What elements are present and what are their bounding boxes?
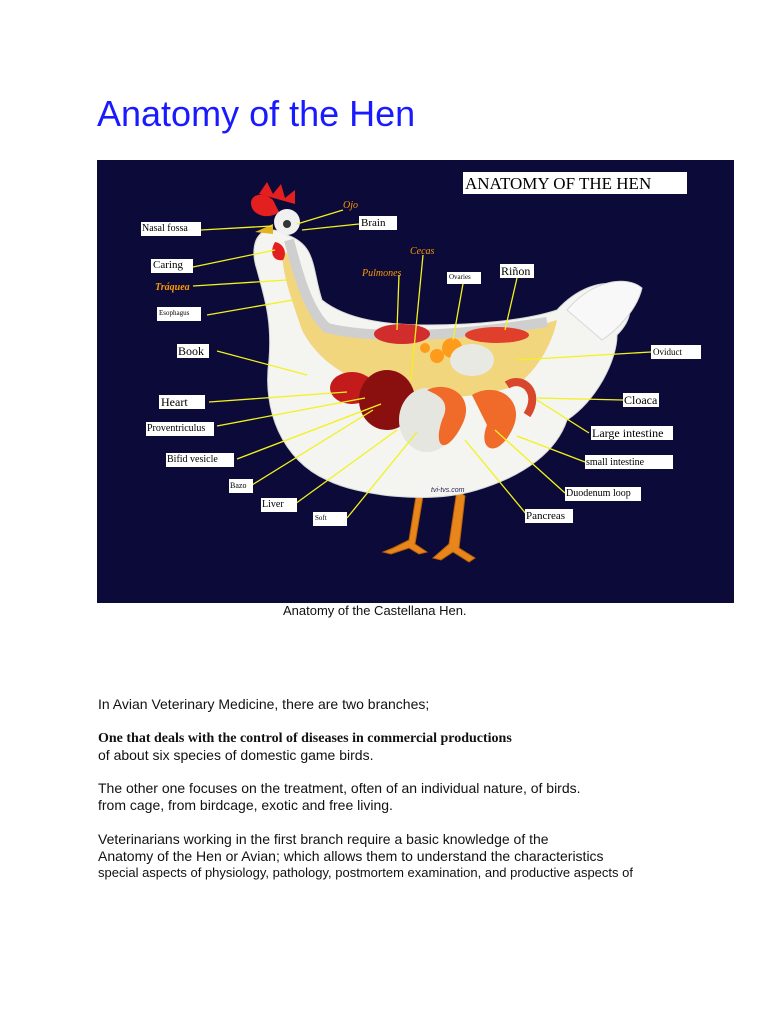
paragraph-branch-two-line2: from cage, from birdcage, exotic and free living.	[98, 797, 393, 813]
page-title: Anatomy of the Hen	[97, 93, 416, 134]
figure-watermark: tvi-tvs.com	[431, 487, 465, 494]
hen-legs	[383, 490, 475, 562]
label-rinon: Riñon	[501, 264, 531, 278]
label-traquea: Tráquea	[155, 282, 190, 293]
label-liver: Liver	[262, 499, 284, 510]
label-large-intestine: Large intestine	[592, 426, 664, 440]
paragraph-knowledge-line3: special aspects of physiology, pathology, postmortem examination, and productive aspects of	[98, 865, 633, 880]
label-bifid-vesicle: Bifid vesicle	[167, 454, 218, 465]
label-book: Book	[178, 344, 205, 358]
label-heart: Heart	[161, 395, 188, 409]
hen-anatomy-illustration	[97, 160, 734, 603]
paragraph-branch-two-line1: The other one focuses on the treatment, often of an individual nature, of birds.	[98, 780, 581, 796]
label-brain: Brain	[361, 217, 386, 229]
label-pancreas: Pancreas	[526, 510, 566, 522]
label-ovaries: Ovaries	[449, 273, 471, 281]
label-cecas: Cecas	[410, 246, 435, 257]
label-nasal-fossa: Nasal fossa	[142, 223, 188, 234]
label-esophagus: Esophagus	[159, 309, 190, 317]
figure-caption: Anatomy of the Castellana Hen.	[283, 603, 467, 618]
label-ojo: Ojo	[343, 200, 358, 211]
label-soft: Soft	[315, 514, 327, 522]
label-caring: Caring	[153, 259, 183, 271]
label-proventriculus: Proventriculus	[147, 423, 206, 434]
paragraph-branch-one-text: of about six species of domestic game birds.	[98, 747, 374, 763]
label-bazo: Bazo	[230, 481, 247, 490]
label-oviduct: Oviduct	[653, 347, 682, 357]
label-pulmones: Pulmones	[362, 268, 402, 279]
paragraph-branch-one-heading: One that deals with the control of diseases in commercial productions	[98, 731, 512, 746]
label-cloaca: Cloaca	[624, 393, 658, 407]
hen-anatomy-figure	[97, 160, 734, 603]
label-duodenum: Duodenum loop	[566, 488, 631, 499]
paragraph-knowledge-line2: Anatomy of the Hen or Avian; which allows them to understand the characteristics	[98, 848, 604, 864]
figure-heading: ANATOMY OF THE HEN	[465, 174, 652, 193]
paragraph-knowledge-line1: Veterinarians working in the first branch require a basic knowledge of the	[98, 831, 549, 847]
label-small-intestine: small intestine	[586, 457, 645, 468]
paragraph-intro: In Avian Veterinary Medicine, there are two branches;	[98, 696, 430, 712]
